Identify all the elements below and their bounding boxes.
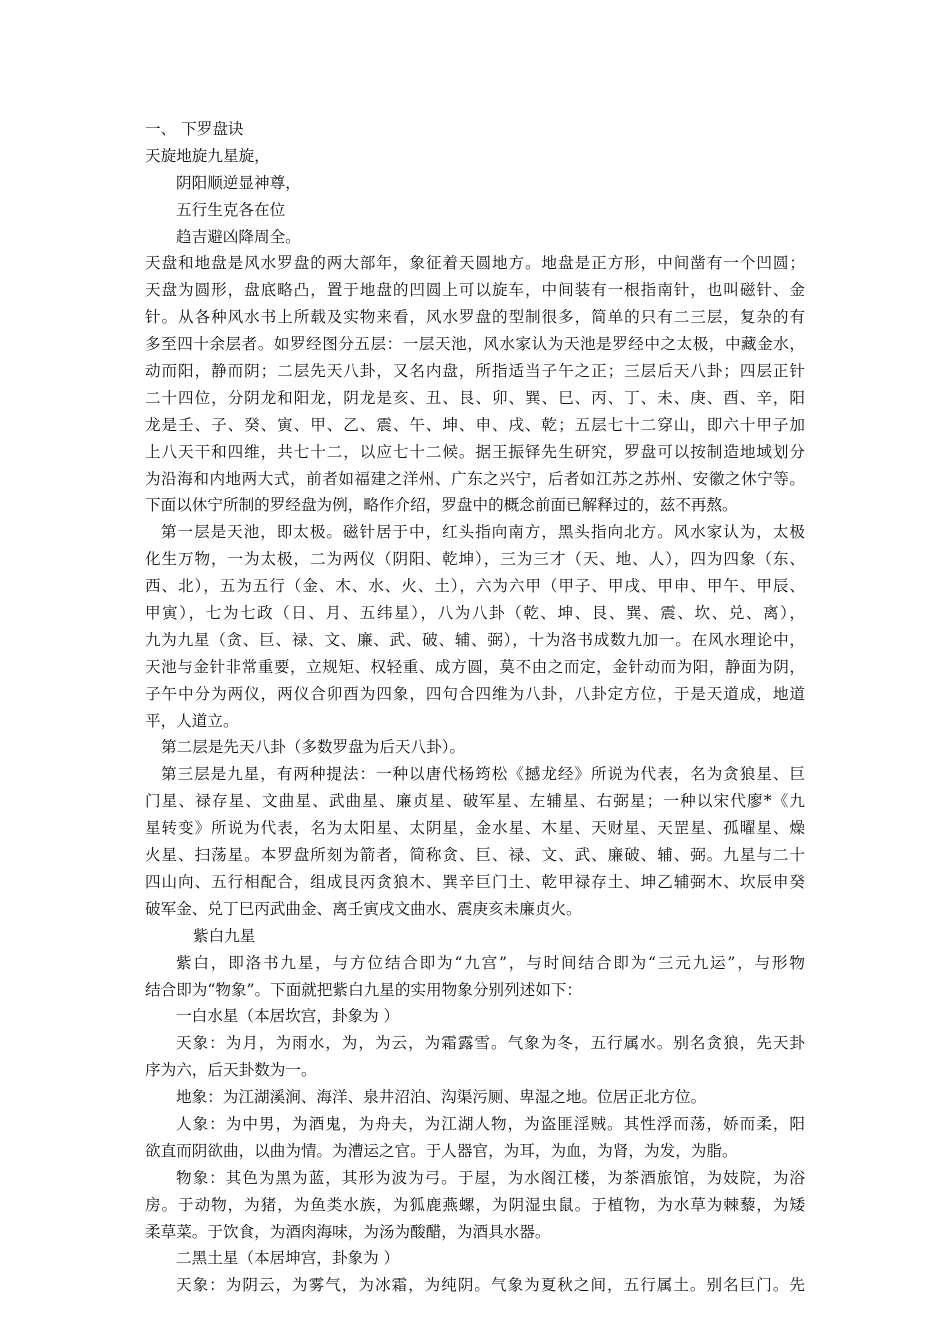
- text-line: 结合即为“物象”。下面就把紫白九星的实用物象分别列述如下：: [145, 980, 582, 999]
- text-line: 房。于动物，为猪，为鱼类水族，为狐鹿燕螺，为阴湿虫鼠。于植物，为水草为棘藜，为矮: [145, 1195, 805, 1214]
- text-line: 地象：为江湖溪涧、海洋、泉井沼泊、沟渠污厕、卑湿之地。位居正北方位。: [176, 1088, 707, 1107]
- text-line: 紫白九星: [193, 926, 256, 945]
- text-line: 门星、禄存星、文曲星、武曲星、廉贞星、破军星、左辅星、右弼星；一种以宋代廖*《九: [145, 792, 805, 811]
- text-line: 星转变》所说为代表，名为太阳星、太阴星，金水星、木星、天财星、天罡星、孤曜星、燥: [145, 819, 805, 838]
- text-line: 柔草菜。于饮食，为酒肉海味，为汤为酸醋，为酒具水器。: [145, 1222, 551, 1241]
- text-line: 子午中分为两仪，两仪合卯酉为四象，四句合四维为八卦，八卦定方位，于是天道成，地道: [145, 684, 805, 703]
- text-line: 趋吉避凶降周全。: [176, 227, 301, 246]
- document-page: [145, 116, 805, 1299]
- text-line: 天象：为阴云，为雾气，为冰霜，为纯阴。气象为夏秋之间，五行属土。别名巨门。先: [176, 1276, 805, 1295]
- text-line: 五行生克各在位: [176, 200, 286, 219]
- text-line: 人象：为中男，为酒鬼，为舟夫，为江湖人物，为盗匪淫贼。其性浮而荡，娇而柔，阳: [176, 1114, 805, 1133]
- text-line: 阴阳顺逆显神尊，: [176, 173, 301, 192]
- text-line: 二黑土星（本居坤宫，卦象为 ）: [176, 1249, 400, 1268]
- text-line: 为沿海和内地两大式，前者如福建之洋州、广东之兴宁，后者如江苏之苏州、安徽之休宁等。: [145, 469, 805, 488]
- text-line: 火星、扫荡星。本罗盘所刻为箭者，简称贪、巨、禄、文、武、廉破、辅、弼。九星与二十: [145, 846, 805, 865]
- text-line: 龙是壬、子、癸、寅、甲、乙、震、午、坤、申、戌、乾；五层七十二穿山，即六十甲子加: [145, 415, 805, 434]
- text-line: 一、 下罗盘诀: [145, 120, 244, 138]
- text-line: 二十四位，分阴龙和阳龙，阴龙是亥、丑、艮、卯、巽、巳、丙、丁、未、庚、酉、辛，阳: [145, 388, 805, 407]
- text-line: 上八天干和四维，共七十二，以应七十二候。据王振铎先生研究，罗盘可以按制造地域划分: [145, 442, 805, 461]
- text-line: 欲直而阴欲曲，以曲为情。为漕运之官。于人器官，为耳，为血，为肾，为发，为脂。: [145, 1141, 738, 1160]
- text-line: 多至四十余层者。如罗经图分五层：一层天池，风水家认为天池是罗经中之太极，中藏金水，: [145, 335, 805, 354]
- text-line: 天象：为月，为雨水，为，为云，为霜露雪。气象为冬，五行属水。别名贪狼，先天卦: [176, 1034, 805, 1053]
- text-line: 破军金、兑丁巳丙武曲金、离壬寅戌文曲水、震庚亥未廉贞火。: [145, 899, 582, 918]
- text-line: 四山向、五行相配合，组成艮丙贪狼木、巽辛巨门土、乾甲禄存土、坤乙辅弼木、坎辰申癸: [145, 872, 805, 891]
- text-line: 天池与金针非常重要，立规矩、权轻重、成方圆，莫不由之而定，金针动而为阳，静面为阴，: [145, 657, 805, 676]
- text-line: 动而阳，静而阴；二层先天八卦，又名内盘，所指适当子午之正；三层后天八卦；四层正针: [145, 362, 805, 381]
- text-line: 平，人道立。: [145, 711, 239, 730]
- text-line: 第一层是天池，即太极。磁针居于中，红头指向南方，黑头指向北方。风水家认为，太极: [161, 523, 805, 542]
- text-line: 化生万物，一为太极，二为两仪（阴阳、乾坤），三为三才（天、地、人），四为四象（东、: [145, 550, 805, 569]
- text-line: 第二层是先天八卦（多数罗盘为后天八卦）。: [161, 738, 466, 757]
- text-line: 天盘为圆形，盘底略凸，置于地盘的凹圆上可以旋车，中间装有一根指南针，也叫磁针、金: [145, 281, 805, 300]
- text-line: 序为六，后天卦数为一。: [145, 1061, 317, 1080]
- text-line: 甲寅），七为七政（日、月、五纬星），八为八卦（乾、坤、艮、巽、震、坎、兑、离），: [145, 604, 805, 623]
- text-line: 九为九星（贪、巨、禄、文、廉、武、破、辅、弼），十为洛书成数九加一。在风水理论中，: [145, 630, 805, 649]
- text-line: 天盘和地盘是风水罗盘的两大部年，象征着天圆地方。地盘是正方形，中间凿有一个凹圆；: [145, 254, 805, 273]
- text-line: 天旋地旋九星旋，: [145, 146, 270, 165]
- text-line: 下面以休宁所制的罗经盘为例，略作介绍，罗盘中的概念前面已解释过的，兹不再熬。: [145, 496, 738, 515]
- text-line: 西、北），五为五行（金、木、水、火、土），六为六甲（甲子、甲戌、甲申、甲午、甲辰、: [145, 577, 805, 596]
- text-line: 针。从各种风水书上所载及实物来看，风水罗盘的型制很多，简单的只有二三层，复杂的有: [145, 308, 805, 327]
- text-line: 第三层是九星，有两种提法：一种以唐代杨筠松《撼龙经》所说为代表，名为贪狼星、巨: [161, 765, 805, 784]
- text-line: 紫白，即洛书九星，与方位结合即为“九宫”，与时间结合即为“三元九运”，与形物: [176, 953, 805, 972]
- text-line: 一白水星（本居坎宫，卦象为 ）: [176, 1007, 400, 1026]
- text-line: 物象：其色为黑为蓝，其形为波为弓。于屋，为水阁江楼，为茶酒旅馆，为妓院，为浴: [176, 1168, 805, 1187]
